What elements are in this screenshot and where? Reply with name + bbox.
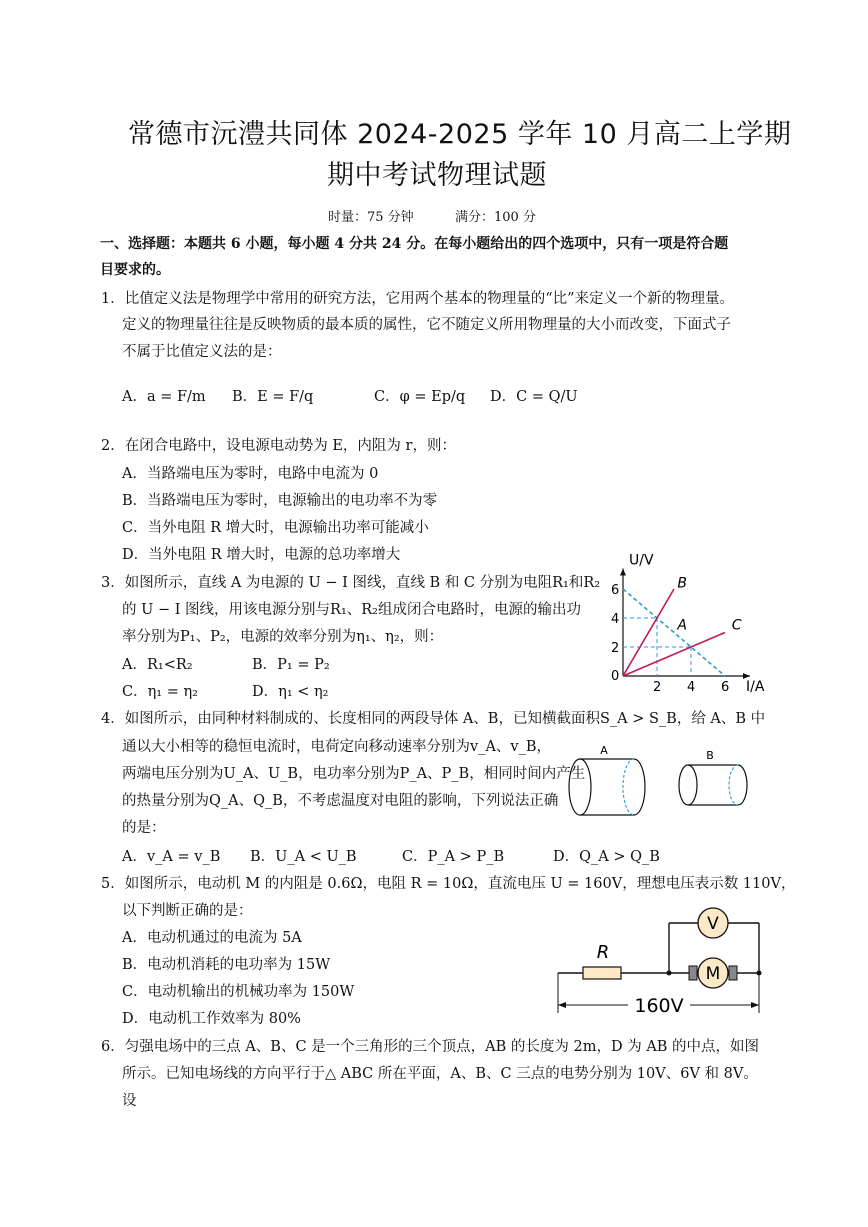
q4-text: 两端电压分别为U_A、U_B，电功率分别为P_A、P_B，相同时间内产生: [122, 766, 586, 782]
q5-text: 5．如图所示，电动机 M 的内阻是 0.6Ω，电阻 R = 10Ω，直流电压 U = 160V，理想电压表示数 110V，: [101, 876, 796, 892]
q1-text: 定义的物理量往往是反映物质的最本质的属性，它不随定义所用物理量的大小而改变，下面式子: [122, 317, 731, 333]
q4-option-b[interactable]: B．U_A < U_B: [250, 849, 357, 865]
q2-option-c[interactable]: C．当外电阻 R 增大时，电源输出功率可能减小: [122, 520, 429, 536]
series-label-b: B: [677, 575, 688, 592]
tick-label: 4: [611, 612, 620, 627]
series-line-a: [623, 589, 725, 676]
page-title: 常德市沅澧共同体 2024-2025 学年 10 月高二上学期: [128, 119, 792, 150]
exam-score: 满分：100 分: [455, 210, 536, 225]
y-axis-label: U/V: [629, 552, 654, 569]
conductor-a: [569, 744, 645, 815]
q6-text: 所示。已知电场线的方向平行于△ ABC 所在平面，A、B、C 三点的电势分别为 10V、6V 和 8V。: [122, 1066, 758, 1082]
q3-text: 3．如图所示，直线 A 为电源的 U − I 图线，直线 B 和 C 分别为电阻R₁和R₂: [101, 575, 601, 591]
q3-option-c[interactable]: C．η₁ = η₂: [122, 684, 198, 700]
section-heading-cont: 目要求的。: [100, 262, 170, 278]
section-heading: 一、选择题：本题共 6 小题，每小题 4 分共 24 分。在每小题给出的四个选项中，只有一项是符合题: [100, 236, 729, 252]
tick-label: 4: [687, 680, 696, 695]
q3-option-d[interactable]: D．η₁ < η₂: [252, 684, 329, 700]
q5-text: 以下判断正确的是：: [122, 903, 253, 919]
q2-option-a[interactable]: A．当路端电压为零时，电路中电流为 0: [122, 466, 379, 482]
voltmeter-label: V: [707, 914, 719, 934]
q2-option-b[interactable]: B．当路端电压为零时，电源输出的电功率不为零: [122, 493, 438, 509]
q3-text: 的 U − I 图线，用该电源分别与R₁、R₂组成闭合电路时，电源的输出功: [122, 602, 581, 618]
q1-option-a[interactable]: A．a = F/m: [122, 389, 206, 405]
circuit-figure: [553, 905, 773, 1020]
q1-text: 不属于比值定义法的是：: [122, 344, 282, 360]
series-label-a: A: [677, 617, 687, 634]
q1-option-c[interactable]: C．φ = Ep/q: [374, 389, 466, 405]
page-subtitle: 期中考试物理试题: [327, 160, 547, 191]
q5-option-c[interactable]: C．电动机输出的机械功率为 150W: [122, 984, 355, 1000]
q1-option-b[interactable]: B．E = F/q: [232, 389, 314, 405]
q4-text: 的热量分别为Q_A、Q_B，不考虑温度对电阻的影响，下列说法正确: [122, 793, 559, 809]
tick-label: 6: [721, 680, 730, 695]
q4-option-a[interactable]: A．v_A = v_B: [122, 849, 221, 865]
tick-label: 2: [653, 680, 662, 695]
q1-option-d[interactable]: D．C = Q/U: [490, 389, 578, 405]
series-line-b: [623, 589, 674, 676]
q1-text: 1．比值定义法是物理学中常用的研究方法，它用两个基本的物理量的“比”来定义一个新的物理量。: [101, 291, 735, 307]
q6-text: 6．匀强电场中的三点 A、B、C 是一个三角形的三个顶点，AB 的长度为 2m，D 为 AB 的中点，如图: [101, 1039, 760, 1055]
exam-time: 时量：75 分钟: [328, 210, 414, 225]
q6-text: 设: [122, 1093, 137, 1109]
conductor-b-label: B: [706, 749, 714, 762]
series-line-c: [623, 633, 725, 677]
series-label-c: C: [731, 617, 742, 634]
q4-text: 4．如图所示，由同种材料制成的、长度相同的两段导体 A、B，已知横截面积S_A > S_B，给 A、B 中: [101, 711, 766, 727]
resistor-r: [583, 967, 621, 979]
q5-option-d[interactable]: D．电动机工作效率为 80%: [122, 1011, 301, 1027]
conductor-a-label: A: [600, 744, 608, 757]
x-axis-label: I/A: [746, 679, 765, 695]
q4-text: 通以大小相等的稳恒电流时，电荷定向移动速率分别为v_A、v_B，: [122, 739, 552, 755]
q3-text: 率分别为P₁、P₂，电源的效率分别为η₁、η₂，则：: [122, 629, 444, 645]
voltage-label: 160V: [634, 995, 684, 1017]
q5-option-a[interactable]: A．电动机通过的电流为 5A: [122, 930, 302, 946]
resistor-label: R: [596, 942, 610, 963]
q4-text: 的是：: [122, 820, 166, 836]
q2-text: 2．在闭合电路中，设电源电动势为 E，内阻为 r，则：: [101, 438, 456, 454]
tick-label: 0: [611, 669, 620, 684]
conductor-b: [679, 749, 747, 805]
q5-option-b[interactable]: B．电动机消耗的电功率为 15W: [122, 957, 331, 973]
q4-option-c[interactable]: C．P_A > P_B: [402, 849, 505, 865]
q3-option-b[interactable]: B．P₁ = P₂: [252, 657, 330, 673]
conductors-figure: [568, 745, 758, 820]
y-axis-arrow: [620, 569, 626, 576]
tick-label: 2: [611, 641, 620, 656]
motor-label: M: [705, 964, 721, 984]
q3-option-a[interactable]: A．R₁<R₂: [122, 657, 193, 673]
ui-graph: [605, 552, 765, 702]
q2-option-d[interactable]: D．当外电阻 R 增大时，电源的总功率增大: [122, 547, 401, 563]
tick-label: 6: [611, 583, 620, 598]
q4-option-d[interactable]: D．Q_A > Q_B: [553, 849, 660, 865]
